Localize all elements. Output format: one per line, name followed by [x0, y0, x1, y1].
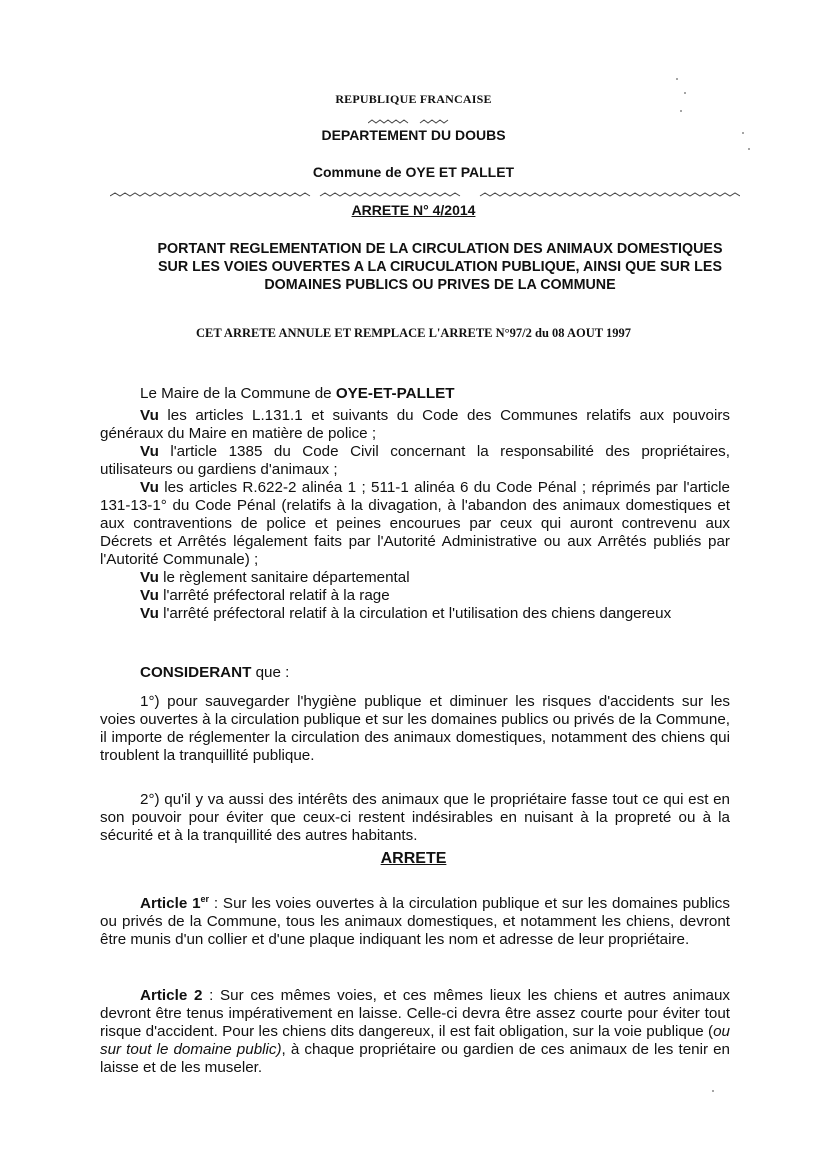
- article-2-label: Article 2: [140, 987, 203, 1004]
- vu-text: l'article 1385 du Code Civil concernant la responsabilité des propriétaires, utilisateurs ou gardiens d'animaux ;: [100, 443, 730, 478]
- scan-speck: [742, 132, 744, 134]
- vu-label: Vu: [140, 407, 159, 424]
- departement-heading: DEPARTEMENT DU DOUBS: [321, 127, 506, 143]
- vu-item: [100, 479, 730, 569]
- arrete-title: PORTANT REGLEMENTATION DE LA CIRCULATION DES ANIMAUX DOMESTIQUES SUR LES VOIES OUVERTES A LA CIRUCULATION PUBLIQUE, AINSI QUE SUR LES DOMAINES PUBLICS OU PRIVES DE LA COMMUNE: [157, 241, 723, 293]
- annulation-notice: CET ARRETE ANNULE ET REMPLACE L'ARRETE N°97/2 du 08 AOUT 1997: [196, 326, 631, 340]
- scan-speck: [680, 110, 682, 112]
- maire-commune: OYE-ET-PALLET: [335, 385, 455, 402]
- commune-prefix: Commune de: [312, 164, 406, 180]
- considerant-point-2: [100, 791, 730, 845]
- article-1: [100, 895, 730, 949]
- article-2-text-b: , à chaque propriétaire ou gardien de ces animaux de les tenir en laisse et de les museler.: [100, 1041, 730, 1076]
- vu-item: [100, 443, 730, 479]
- scan-speck: [676, 78, 678, 80]
- vu-text: le règlement sanitaire départemental: [158, 569, 410, 586]
- scan-speck: [712, 1090, 714, 1092]
- vu-label: Vu: [140, 443, 159, 460]
- preamble: [100, 385, 730, 623]
- article-1-label: Article 1: [140, 895, 201, 912]
- considerant-suffix: que :: [251, 664, 290, 681]
- vu-text: l'arrêté préfectoral relatif à la circulation et l'utilisation des chiens dangereux: [158, 605, 672, 622]
- scan-speck: [684, 92, 686, 94]
- vu-text: les articles R.622-2 alinéa 1 ; 511-1 alinéa 6 du Code Pénal ; réprimés par l'article 131-13-1° du Code Pénal (relatifs à la divagation, à l'abandon des animaux domestiques et aux contraventions de police et peines encourues par ceux qui auront contrevenu aux Décrets et Arrêtés légalement faits par l'Autorité Administrative ou aux Arrêtés publiés par l'Autorité Communale) ;: [100, 479, 730, 568]
- article-1-text: : Sur les voies ouvertes à la circulation publique et sur les domaines publics ou privés de la Commune, tous les animaux domestiques, et notamment les chiens, devront être munis d'un collier et d'une plaque indiquant les nom et adresse de leur propriétaire.: [100, 895, 730, 948]
- considerant-point-1: [100, 693, 730, 765]
- republique-heading: REPUBLIQUE FRANCAISE: [335, 92, 492, 106]
- considerant-label: CONSIDERANT: [140, 664, 252, 681]
- article-2-italic: ou sur tout le domaine public): [100, 1023, 730, 1058]
- vu-label: Vu: [140, 587, 159, 604]
- vu-item: [100, 407, 730, 443]
- arrete-heading: ARRETE: [380, 850, 447, 867]
- article-2-text-a: : Sur ces mêmes voies, et ces mêmes lieux les chiens et autres animaux devront être tenus impérativement en laisse. Celle-ci devra être assez courte pour éviter tout risque d'accident. Pour les chiens dits dangereux, il est fait obligation, sur la voie publique (: [100, 987, 731, 1040]
- commune-name: OYE ET PALLET: [405, 164, 515, 180]
- vu-text: l'arrêté préfectoral relatif à la rage: [158, 587, 390, 604]
- scan-speck: [748, 148, 750, 150]
- vu-item: [100, 569, 730, 587]
- maire-prefix: Le Maire de la Commune de: [140, 385, 336, 402]
- commune-heading: [0, 164, 827, 180]
- maire-line: [100, 385, 730, 403]
- considerant-line: [100, 664, 730, 682]
- arrete-number: ARRETE N° 4/2014: [351, 202, 476, 218]
- point-2-text: 2°) qu'il y va aussi des intérêts des animaux que le propriétaire fasse tout ce qui est en son pouvoir pour éviter que ceux-ci restent indésirables en nuisant à la propreté ou à la sécurité et à la tranquillité des autres habitants.: [100, 791, 730, 844]
- decorative-wave-long: [110, 190, 740, 202]
- vu-text: les articles L.131.1 et suivants du Code des Communes relatifs aux pouvoirs généraux du Maire en matière de police ;: [100, 407, 730, 442]
- vu-label: Vu: [140, 605, 159, 622]
- vu-label: Vu: [140, 569, 159, 586]
- vu-item: [100, 605, 730, 623]
- article-1-sup: er: [200, 893, 210, 904]
- point-1-text: 1°) pour sauvegarder l'hygiène publique et diminuer les risques d'accidents sur les voies ouvertes à la circulation publique et sur les domaines publics ou privés de la Commune, il importe de réglementer la circulation des animaux domestiques, notamment des chiens qui troublent la tranquillité publique.: [100, 693, 730, 764]
- vu-label: Vu: [140, 479, 159, 496]
- article-2: [100, 987, 730, 1077]
- vu-item: [100, 587, 730, 605]
